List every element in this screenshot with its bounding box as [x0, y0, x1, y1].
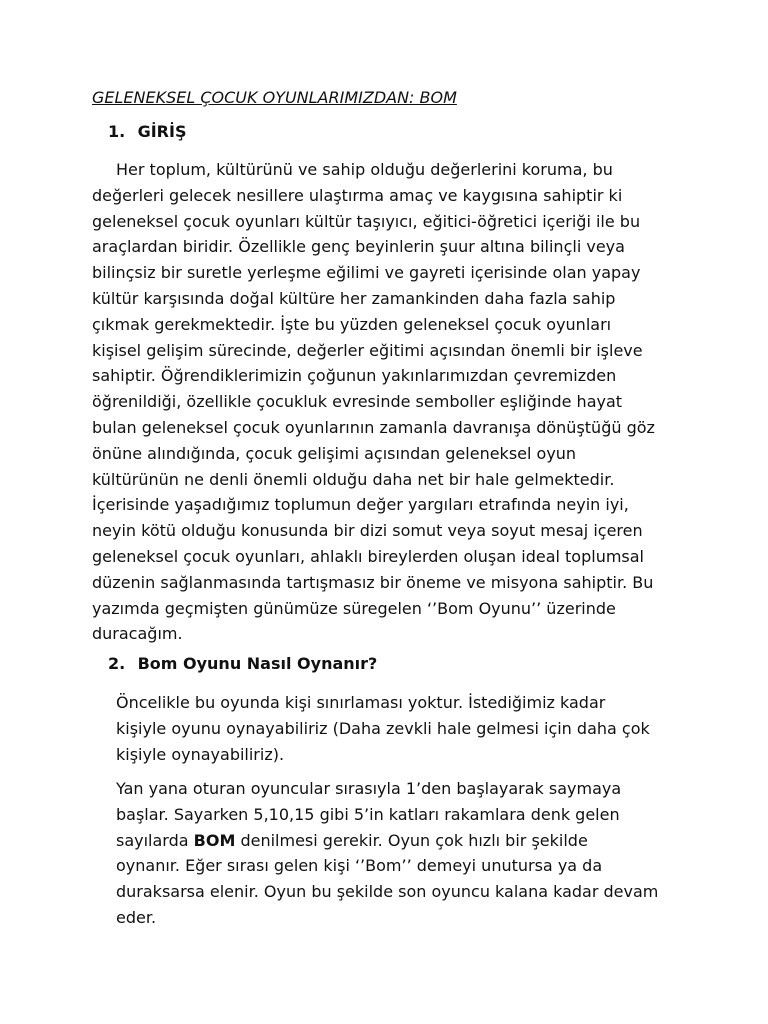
paragraph-line: değerleri gelecek nesillere ulaştırma amaç ve kaygısına sahiptir ki	[92, 185, 623, 205]
paragraph-line: oynanır. Eğer sırası gelen kişi ‘’Bom’’ demeyi unutursa ya da	[116, 856, 603, 876]
paragraph-line: bulan geleneksel çocuk oyunlarının zamanla davranışa dönüştüğü göz	[92, 417, 655, 437]
paragraph-line: çıkmak gerekmektedir. İşte bu yüzden geleneksel çocuk oyunları	[92, 314, 612, 334]
section-heading-intro	[108, 122, 186, 141]
paragraph-line: geleneksel çocuk oyunları kültür taşıyıcı, eğitici-öğretici içeriği ile bu	[92, 211, 641, 231]
paragraph-line	[116, 828, 696, 854]
paragraph-line: eder.	[116, 907, 157, 927]
paragraph-line: bilinçsiz bir suretle yerleşme eğilimi ve gayreti içerisinde olan yapay	[92, 263, 641, 283]
rules-paragraph	[116, 776, 696, 931]
paragraph-line: kişiyle oyunu oynayabiliriz (Daha zevkli hale gelmesi için daha çok	[116, 718, 650, 738]
paragraph-line: kültürünün ne denli önemli olduğu daha net bir hale gelmektedir.	[92, 469, 615, 489]
paragraph-line: neyin kötü olduğu konusunda bir dizi somut veya soyut mesaj içeren	[92, 521, 643, 541]
paragraph-line: kişiyle oynayabiliriz).	[116, 744, 285, 764]
line-text: sayılarda	[116, 830, 194, 850]
paragraph-line: başlar. Sayarken 5,10,15 gibi 5’in katları rakamlara denk gelen	[116, 804, 620, 824]
players-paragraph	[116, 690, 696, 767]
paragraph-line: kişisel gelişim sürecinde, değerler eğitimi açısından önemli bir işleve	[92, 340, 643, 360]
paragraph-line: araçlardan biridir. Özellikle genç beyinlerin şuur altına bilinçli veya	[92, 237, 625, 257]
paragraph-line: duracağım.	[92, 624, 183, 644]
section-title: GİRİŞ	[137, 122, 187, 141]
section-title: Bom Oyunu Nasıl Oynanır?	[137, 654, 378, 673]
section-heading-how-to-play	[108, 654, 377, 673]
document-title: GELENEKSEL ÇOCUK OYUNLARIMIZDAN: BOM	[92, 88, 457, 107]
intro-paragraph	[92, 157, 704, 647]
paragraph-line: Her toplum, kültürünü ve sahip olduğu değerlerini koruma, bu	[116, 160, 613, 179]
paragraph-line: önüne alındığında, çocuk gelişimi açısından geleneksel oyun	[92, 443, 577, 463]
paragraph-line: öğrenildiği, özellikle çocukluk evresinde semboller eşliğinde hayat	[92, 392, 623, 412]
paragraph-line: geleneksel çocuk oyunları, ahlaklı bireylerden oluşan ideal toplumsal	[92, 546, 644, 566]
paragraph-line: Yan yana oturan oyuncular sırasıyla 1’den başlayarak saymaya	[116, 779, 622, 798]
paragraph-line: düzenin sağlanmasında tartışmasız bir öneme ve misyona sahiptir. Bu	[92, 572, 654, 592]
section-number: 2.	[108, 654, 126, 673]
paragraph-line: duraksarsa elenir. Oyun bu şekilde son oyuncu kalana kadar devam	[116, 882, 659, 902]
bom-keyword: BOM	[193, 830, 236, 850]
paragraph-line: İçerisinde yaşadığımız toplumun değer yargıları etrafında neyin iyi,	[92, 495, 629, 515]
paragraph-line: yazımda geçmişten günümüze süregelen ‘’Bom Oyunu’’ üzerinde	[92, 598, 616, 618]
paragraph-line: sahiptir. Öğrendiklerimizin çoğunun yakınlarımızdan çevremizden	[92, 366, 617, 386]
paragraph-line: Öncelikle bu oyunda kişi sınırlaması yoktur. İstediğimiz kadar	[116, 693, 606, 712]
paragraph-line: kültür karşısında doğal kültüre her zamankinden daha fazla sahip	[92, 288, 616, 308]
section-number: 1.	[108, 122, 126, 141]
line-text: denilmesi gerekir. Oyun çok hızlı bir şekilde	[235, 830, 588, 850]
